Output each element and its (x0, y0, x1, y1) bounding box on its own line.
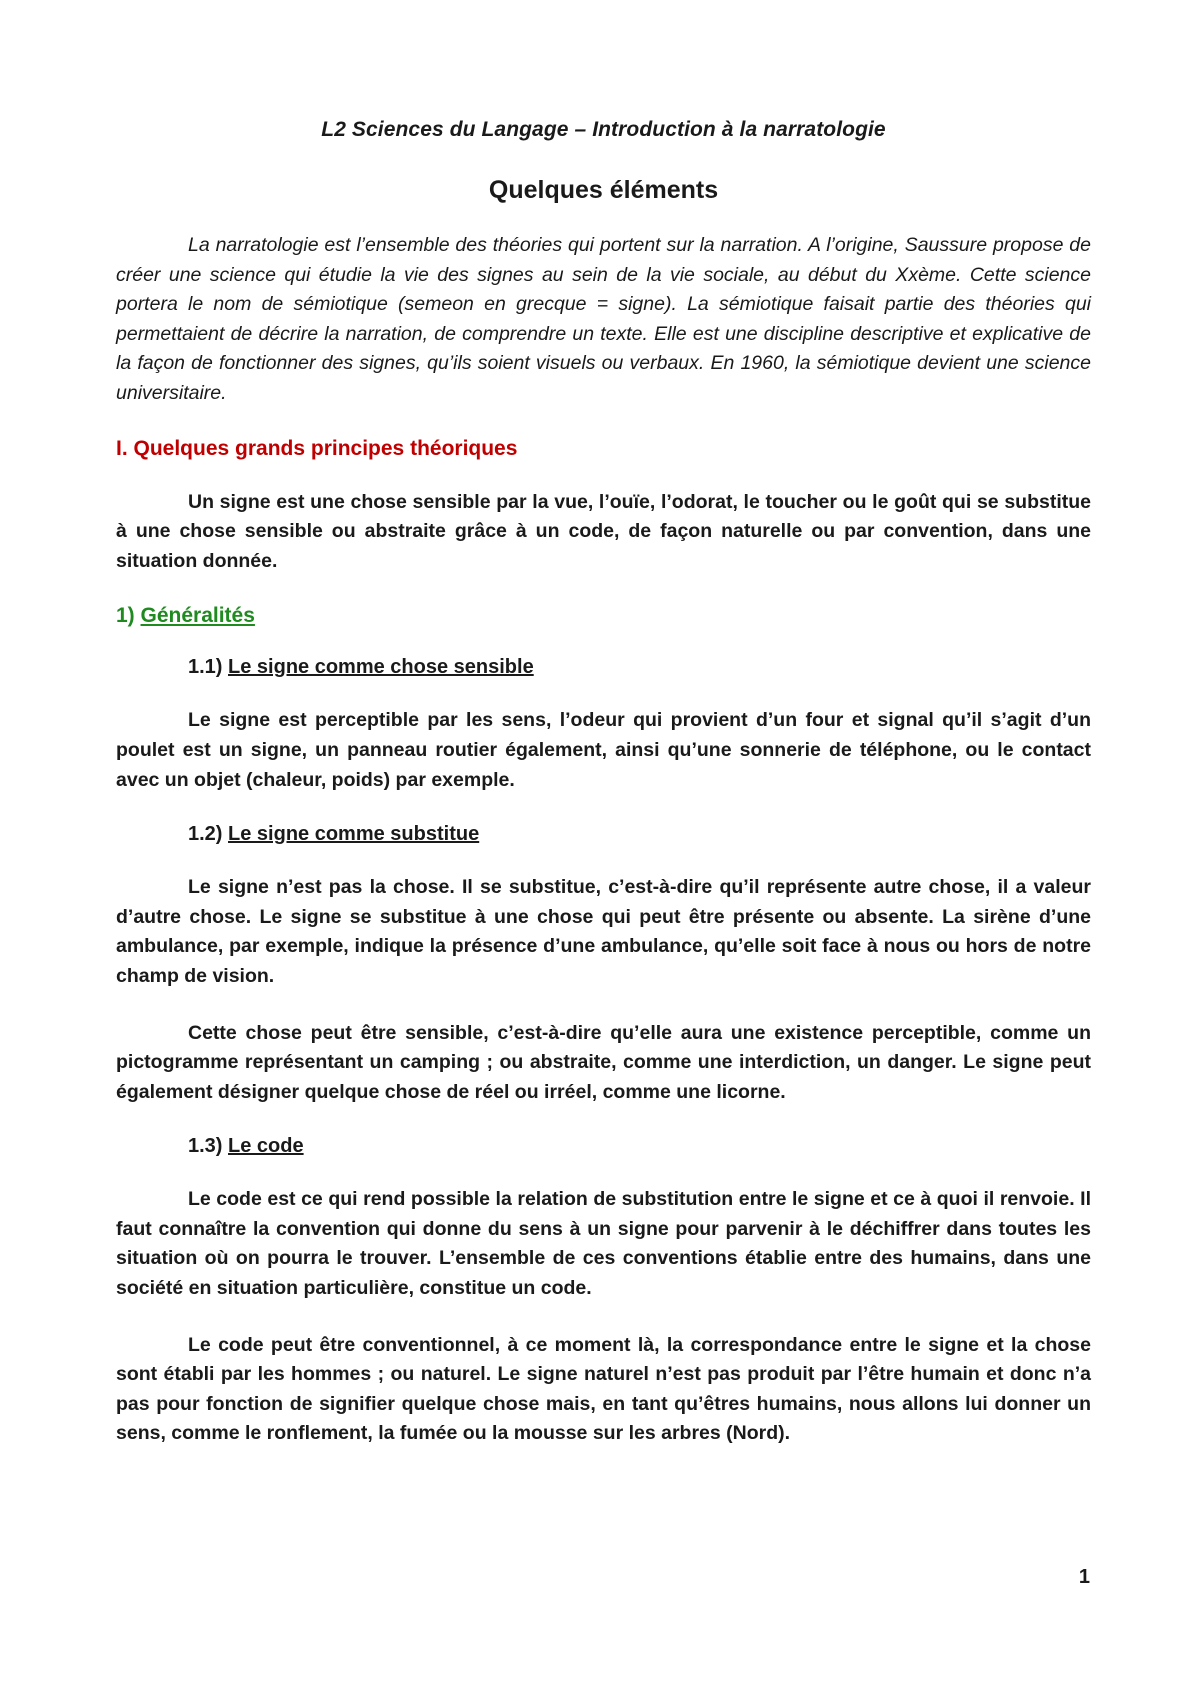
part-number: 1.3) (188, 1135, 229, 1158)
page-number: 1 (1078, 1566, 1090, 1588)
part1-2-paragraph-1: Le signe n’est pas la chose. Il se substitue, c’est-à-dire qu’il représente autre chose, il a valeur d’autre chose. Le signe se substitue à une chose qui peut être présente ou absente. La sirène d’une ambulance, par exemple, indique la présence d’une ambulance, qu’elle soit face à nous ou hors de notre champ de vision. (116, 876, 1091, 987)
part-number: 1.1) (188, 656, 229, 679)
subsection-number: 1) (116, 604, 141, 628)
part-label: Le code (228, 1135, 304, 1158)
part1-2-paragraph-2: Cette chose peut être sensible, c’est-à-dire qu’elle aura une existence perceptible, comme un pictogramme représentant un camping ; ou abstraite, comme une interdiction, un danger. Le signe peut également désigner quelque chose de réel ou irréel, comme une licorne. (116, 1021, 1091, 1103)
course-header: L2 Sciences du Langage – Introduction à la narratologie (321, 118, 886, 141)
section-heading-1: I. Quelques grands principes théoriques (116, 436, 518, 460)
part-heading-1-3 (188, 1135, 1091, 1158)
part-heading-1-1 (188, 656, 1091, 679)
part-heading-1-2 (188, 823, 1091, 846)
part-number: 1.2) (188, 823, 229, 846)
part1-1-paragraph: Le signe est perceptible par les sens, l’odeur qui provient d’un four et signal qu’il s’agit d’un poulet est un signe, un panneau routier également, ainsi qu’une sonnerie de téléphone, ou le contact avec un objet (chaleur, poids) par exemple. (116, 709, 1091, 791)
section1-paragraph: Un signe est une chose sensible par la vue, l’ouïe, l’odorat, le toucher ou le goût qui se substitue à une chose sensible ou abstraite grâce à un code, de façon naturelle ou par convention, dans une situation donnée. (116, 490, 1091, 572)
subsection-heading-generalites (116, 604, 1091, 628)
part1-3-paragraph-2: Le code peut être conventionnel, à ce moment là, la correspondance entre le signe et la chose sont établi par les hommes ; ou naturel. Le signe naturel n’est pas produit par l’être humain et donc n’a pas pour fonction de signifier quelque chose mais, en tant qu’êtres humains, nous allons lui donner un sens, comme le ronflement, la fumée ou la mousse sur les arbres (Nord). (116, 1333, 1091, 1445)
part-label: Le signe comme substitue (228, 823, 480, 846)
part1-3-paragraph-1: Le code est ce qui rend possible la relation de substitution entre le signe et ce à quoi il renvoie. Il faut connaître la convention qui donne du sens à un signe pour parvenir à le déchiffrer dans toutes les situation où on pourra le trouver. L’ensemble de ces conventions établie entre des humains, dans une société en situation particulière, constitue un code. (116, 1188, 1091, 1300)
document-page (116, 100, 1091, 1449)
intro-paragraph: La narratologie est l’ensemble des théories qui portent sur la narration. A l’origine, Saussure propose de créer une science qui étudie la vie des signes au sein de la vie sociale, au début du Xxème. Cette science portera le nom de sémiotique (semeon en grecque = signe). La sémiotique faisait partie des théories qui permettaient de décrire la narration, de comprendre un texte. Elle est une discipline descriptive et explicative de la façon de fonctionner des signes, qu’ils soient visuels ou verbaux. En 1960, la sémiotique devient une science universitaire. (116, 234, 1091, 404)
part-label: Le signe comme chose sensible (228, 656, 534, 679)
document-title: Quelques éléments (488, 176, 719, 204)
subsection-label: Généralités (140, 604, 255, 628)
